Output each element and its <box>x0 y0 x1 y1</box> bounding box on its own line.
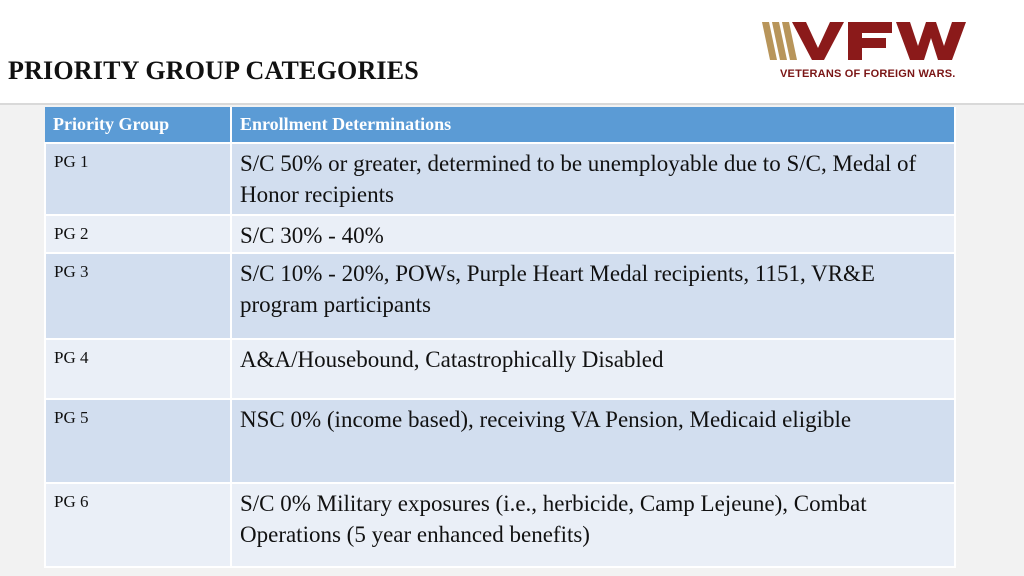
logo-letter-w <box>896 22 966 60</box>
logo-letter-f <box>848 22 892 60</box>
logo-subtitle: VETERANS OF FOREIGN WARS. <box>780 68 956 80</box>
logo-letter-v <box>792 22 844 60</box>
enrollment-determination-cell: A&A/Housebound, Catastrophically Disabled <box>231 339 955 399</box>
table-row <box>45 143 955 215</box>
header-divider <box>0 103 1024 105</box>
priority-group-cell: PG 1 <box>45 143 231 215</box>
enrollment-determination-cell: S/C 0% Military exposures (i.e., herbicide, Camp Lejeune), Combat Operations (5 year enhanced benefits) <box>231 483 955 567</box>
vfw-logo <box>758 18 988 88</box>
column-header-enrollment-determinations: Enrollment Determinations <box>231 107 955 143</box>
table-row <box>45 483 955 567</box>
table-row <box>45 215 955 253</box>
priority-group-table <box>44 107 954 568</box>
table-row <box>45 253 955 339</box>
slide-header <box>0 0 1024 103</box>
column-header-priority-group: Priority Group <box>45 107 231 143</box>
enrollment-determination-cell: S/C 50% or greater, determined to be unemployable due to S/C, Medal of Honor recipients <box>231 143 955 215</box>
vfw-logo-mark <box>758 18 988 68</box>
enrollment-determination-cell: S/C 10% - 20%, POWs, Purple Heart Medal recipients, 1151, VR&E program participants <box>231 253 955 339</box>
table-header-row <box>45 107 955 143</box>
priority-group-cell: PG 2 <box>45 215 231 253</box>
priority-group-cell: PG 4 <box>45 339 231 399</box>
page-title: PRIORITY GROUP CATEGORIES <box>8 56 419 85</box>
table-row <box>45 339 955 399</box>
priority-group-cell: PG 5 <box>45 399 231 483</box>
table-row <box>45 399 955 483</box>
priority-group-cell: PG 3 <box>45 253 231 339</box>
enrollment-determination-cell: S/C 30% - 40% <box>231 215 955 253</box>
enrollment-determination-cell: NSC 0% (income based), receiving VA Pension, Medicaid eligible <box>231 399 955 483</box>
priority-group-cell: PG 6 <box>45 483 231 567</box>
